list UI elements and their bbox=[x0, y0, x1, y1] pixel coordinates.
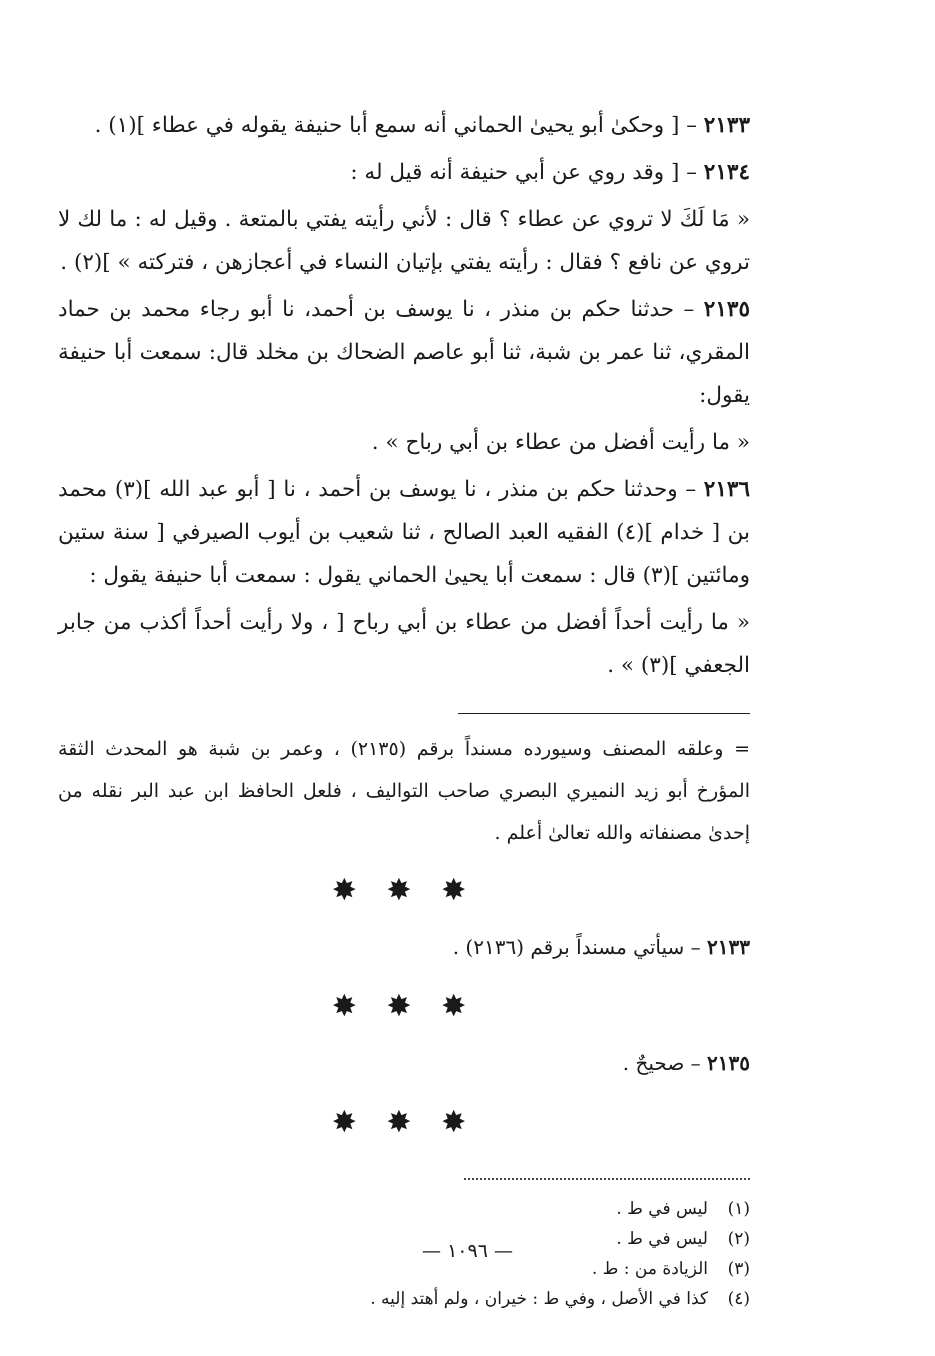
entry-number: ٢١٣٤ bbox=[703, 160, 750, 185]
entry-2134-quote bbox=[58, 198, 750, 284]
entry-text: – [ وقد روي عن أبي حنيفة أنه قيل له : bbox=[350, 160, 704, 185]
footnote-mark: (٣) bbox=[727, 1259, 750, 1279]
note-text: – صحيحٌ . bbox=[622, 1051, 708, 1075]
commentary-separator bbox=[458, 713, 750, 714]
entry-2136 bbox=[58, 468, 750, 597]
section-divider-stars: ✸ ✸ ✸ bbox=[331, 1105, 477, 1140]
entry-2136-quote bbox=[58, 601, 750, 687]
entry-number: ٢١٣٣ bbox=[703, 113, 750, 138]
footnote-text: ليس في ط . bbox=[616, 1199, 708, 1219]
note-2133 bbox=[58, 924, 750, 970]
footnote-4 bbox=[58, 1284, 750, 1314]
section-divider-stars: ✸ ✸ ✸ bbox=[331, 873, 477, 908]
main-text bbox=[58, 104, 750, 687]
commentary bbox=[58, 728, 750, 854]
page-number: — ١٠٩٦ — bbox=[422, 1240, 513, 1262]
entry-text: « ما رأيت أفضل من عطاء بن أبي رباح » . bbox=[371, 430, 750, 455]
entry-text: – وحدثنا حكم بن منذر ، نا يوسف بن أحمد ، نا [ أبو عبد الله ](٣) محمد بن [ خدام ](٤) الفقيه العبد الصالح ، ثنا شعيب بن أيوب الصيرفي [ سنة ستين ومائتين ](٣) قال : سمعت أبا يحيىٰ الحماني يقول : سمعت أبا حنيفة يقول : bbox=[58, 477, 750, 588]
entry-number: ٢١٣٥ bbox=[703, 297, 750, 322]
entry-2133 bbox=[58, 104, 750, 147]
footnote-separator bbox=[464, 1178, 750, 1180]
commentary-text: = وعلقه المصنف وسيورده مسنداً برقم (٢١٣٥) ، وعمر بن شبة هو المحدث الثقة المؤرخ أبو زيد النميري البصري صاحب التواليف ، فلعل الحافظ ابن عبد البر نقله من إحدىٰ مصنفاته والله تعالىٰ أعلم . bbox=[58, 738, 750, 844]
entry-number: ٢١٣٦ bbox=[703, 477, 750, 502]
entry-text: « مَا لَكَ لا تروي عن عطاء ؟ قال : لأني رأيته يفتي بالمتعة . وقيل له : ما لك لا تروي عن نافع ؟ فقال : رأيته يفتي بإتيان النساء في أعجازهن ، فتركته » ](٢) . bbox=[58, 207, 750, 275]
footnote-text: الزيادة من : ط . bbox=[591, 1259, 708, 1279]
footnote-mark: (٤) bbox=[727, 1289, 750, 1309]
entry-2134 bbox=[58, 151, 750, 194]
entry-2135 bbox=[58, 288, 750, 417]
page-body bbox=[58, 104, 750, 1314]
note-text: – سيأتي مسنداً برقم (٢١٣٦) . bbox=[452, 935, 708, 959]
footnote-mark: (٢) bbox=[727, 1229, 750, 1249]
footnote-1 bbox=[58, 1194, 750, 1224]
note-number: ٢١٣٣ bbox=[707, 935, 750, 959]
entry-2135-quote bbox=[58, 421, 750, 464]
entry-text: – حدثنا حكم بن منذر ، نا يوسف بن أحمد، نا أبو رجاء محمد بن حماد المقري، ثنا عمر بن شبة، ثنا أبو عاصم الضحاك بن مخلد قال: سمعت أبا حنيفة يقول: bbox=[58, 297, 750, 408]
footnote-text: ليس في ط . bbox=[616, 1229, 708, 1249]
section-divider-stars: ✸ ✸ ✸ bbox=[331, 989, 477, 1024]
note-number: ٢١٣٥ bbox=[707, 1051, 750, 1075]
footnote-mark: (١) bbox=[727, 1199, 750, 1219]
entry-text: « ما رأيت أحداً أفضل من عطاء بن أبي رباح [ ، ولا رأيت أحداً أكذب من جابر الجعفي ](٣) » . bbox=[58, 610, 750, 678]
entry-text: – [ وحكىٰ أبو يحيىٰ الحماني أنه سمع أبا حنيفة يقوله في عطاء ](١) . bbox=[94, 113, 704, 138]
footnote-text: كذا في الأصل ، وفي ط : خيران ، ولم أهتد إليه . bbox=[370, 1289, 708, 1309]
note-2135 bbox=[58, 1040, 750, 1086]
